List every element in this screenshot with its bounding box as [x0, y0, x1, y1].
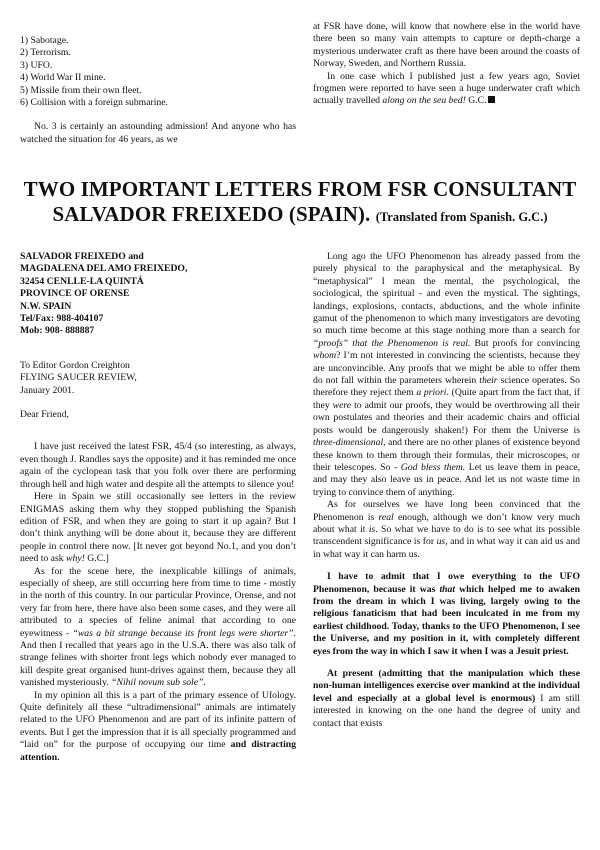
- translation-note: (Translated from Spanish. G.C.): [375, 210, 548, 224]
- paragraph: [20, 690, 296, 764]
- paragraph-bold: [313, 571, 580, 658]
- text: . (Quite apart from the fact that, if they: [313, 387, 580, 411]
- recipient-line: January 2001.: [20, 384, 75, 396]
- emphasis: is: [368, 523, 376, 535]
- paragraph: [313, 71, 580, 108]
- emphasis: three-dimensional,: [313, 437, 386, 449]
- text: But proofs for convincing: [470, 337, 580, 349]
- emphasis: why!: [66, 553, 85, 565]
- text: and there are no other planes of existence beyond these known to them through their formulas, their microscopes, or their telescopes. So -: [313, 437, 580, 473]
- paragraph: [20, 491, 296, 565]
- emphasis: real: [378, 511, 394, 523]
- emphasis: us: [436, 536, 446, 548]
- text: I have to admit that I owe everything to the UFO Phenomenon, because it was: [313, 571, 580, 595]
- emphasis: “proofs” that the Phenomenon is real.: [313, 337, 471, 349]
- emphasis: were: [332, 399, 352, 411]
- headline-text: SALVADOR FREIXEDO (SPAIN).: [52, 202, 371, 226]
- cause-list: [20, 35, 296, 109]
- list-item: 6) Collision with a foreign submarine.: [20, 97, 168, 109]
- list-item: 2) Terrorism.: [20, 47, 71, 59]
- signature: G.C.: [465, 95, 487, 107]
- right-body-column: [313, 251, 580, 730]
- top-left-column: [20, 35, 296, 146]
- paragraph: [20, 566, 296, 690]
- text: Long ago the UFO Phenomenon has already passed from the purely physical to the paraphysical and the metaphysical. By “metaphysical” I mean the mental, the psychological, the sociological, the spiritual - and even the mystical. The sightings, landings, explosions, contacts, abductions, and the whole infinite gamut of the phenomenon to which many investigators are devoting so much time become at this stage nothing more than a search for: [313, 251, 580, 337]
- left-body-column: [20, 251, 296, 764]
- address-line: N.W. SPAIN: [20, 300, 72, 312]
- text: G.C.]: [84, 553, 109, 565]
- bold-text: and distracting attention.: [20, 739, 296, 763]
- text: In my opinion all this is a part of the primary essence of Ufology. Quite definitely all these “ultradimensional” animals are intimately related to the UFO Phenomenon and are part of its infinite pattern of events. But I get the impression that it is all specially programmed and “laid on” for the purpose of occupying our time: [20, 689, 296, 751]
- recipient-block: [20, 360, 296, 397]
- text: to admit our proofs, they would be overthrowing all their own postulates and theories and their academic chairs and official posts would be dangerously shaken!) For them the Universe is: [313, 399, 580, 436]
- sender-address: [20, 251, 296, 338]
- list-item: 4) World War II mine.: [20, 72, 106, 84]
- address-line: 32454 CENLLE-LA QUINTÁ: [20, 275, 144, 287]
- text: As for the scene here, the inexplicable killings of animals, especially of sheep, are still occurring here from time to time - mostly in the north of this country. In our particular Province, Orense, and not very far from here, there have also been some cases, and they were all attributed to a species of feline animal that according to one eyewitness -: [20, 565, 296, 639]
- address-line: Mob: 908- 888887: [20, 325, 95, 337]
- article-headline: [20, 177, 580, 230]
- text: . So what we have to do is to see what its possible transcendent significance is for: [313, 523, 580, 548]
- emphasis: along on the sea bed!: [382, 95, 466, 107]
- text: which helped me to awaken from the dream in which I was living, largely owing to the religious fanaticism that had been inculcated in me from my earliest childhood. Today, thanks to the UFO Phenomenon, I see the Universe, and my position in it, with completely different eyes from the way in which I saw it when I was a Jesuit priest.: [313, 583, 580, 657]
- headline-line-1: TWO IMPORTANT LETTERS FROM FSR CONSULTANT: [23, 177, 577, 201]
- text: As for ourselves we have long been convinced that the Phenomenon is: [313, 499, 580, 523]
- bold-text: At present (admitting that the manipulation which these non-human intelligences exercise over mankind at the individual level and especially at a global level is enormous): [313, 668, 580, 704]
- paragraph: [313, 499, 580, 561]
- text: I am still interested in knowing on the one hand the degree of unity and contact that exists: [313, 692, 580, 729]
- text: And then I recalled that years ago in the U.S.A. there was also talk of strange felines with shorter front legs which nobody ever managed to kill despite great organised hunt-drives against them, because they all vanished mysteriously.: [20, 639, 296, 689]
- text: , and in what way it can aid us and in what way it can harm us.: [313, 536, 580, 560]
- paragraph: I have just received the latest FSR, 45/4 (so interesting, as always, even though J. Randles says the opposite) and it has reminded me once again of the cyclopean task that you folk over there are performing through hell and high water and despite all the attempts to silence you!: [20, 441, 296, 490]
- paragraph: [313, 668, 580, 730]
- address-line: PROVINCE OF ORENSE: [20, 288, 130, 300]
- list-item: 1) Sabotage.: [20, 35, 69, 46]
- end-of-article-mark: [488, 96, 495, 103]
- address-line: SALVADOR FREIXEDO and: [20, 251, 144, 262]
- salutation: Dear Friend,: [20, 409, 69, 421]
- emphasis: a priori: [416, 387, 447, 399]
- text: Let us leave them in peace, and may they also leave us in peace. And let us not waste time in trying to convince them of anything.: [313, 461, 580, 498]
- quote: “was a bit strange because its front legs were shorter”.: [72, 627, 296, 639]
- text: Here in Spain we still occasionally see letters in the review ENIGMAS asking them why they stopped publishing the Spanish edition of FSR, and when they are going to start it up again? But I don’t think anything will be done about it, because they are different people in control there now. [It never got beyond No.1, and you don’t need to ask: [20, 491, 296, 565]
- recipient-line: To Editor Gordon Creighton: [20, 359, 130, 371]
- headline-line-2: [20, 202, 580, 230]
- address-line: MAGDALENA DEL AMO FREIXEDO,: [20, 263, 188, 275]
- paragraph: [313, 251, 580, 499]
- list-item: 3) UFO.: [20, 59, 53, 71]
- paragraph: No. 3 is certainly an astounding admission! And anyone who has watched the situation for 46 years, as we: [20, 121, 296, 145]
- text: In one case which I published just a few years ago, Soviet frogmen were reported to have seen a huge underwater craft which actually travelled: [313, 70, 580, 107]
- emphasis: whom: [313, 350, 337, 362]
- top-right-column: [313, 21, 580, 108]
- emphasis: that: [439, 583, 456, 595]
- paragraph: at FSR have done, will know that nowhere else in the world have there been so many vain attempts to capture or depth-charge a mysterious underwater craft as there have been around the coasts of Norway, Sweden, and Northern Russia.: [313, 21, 580, 70]
- text: science operates. So therefore they reject them: [313, 375, 580, 399]
- address-line: Tel/Fax: 988-404107: [20, 313, 104, 325]
- emphasis: God bless them.: [400, 461, 466, 473]
- emphasis: their: [479, 375, 498, 387]
- text: enough, although we don’t know very much about what it: [313, 511, 580, 535]
- quote: “Nihil novum sub sole”.: [111, 677, 206, 689]
- list-item: 5) Missile from their own fleet.: [20, 84, 142, 96]
- text: ? I’m not interested in convincing the scientists, because they are unconvincible. Any proofs that we might be able to offer them do not fall within the parameters wherein: [313, 350, 580, 387]
- recipient-line: FLYING SAUCER REVIEW,: [20, 372, 137, 384]
